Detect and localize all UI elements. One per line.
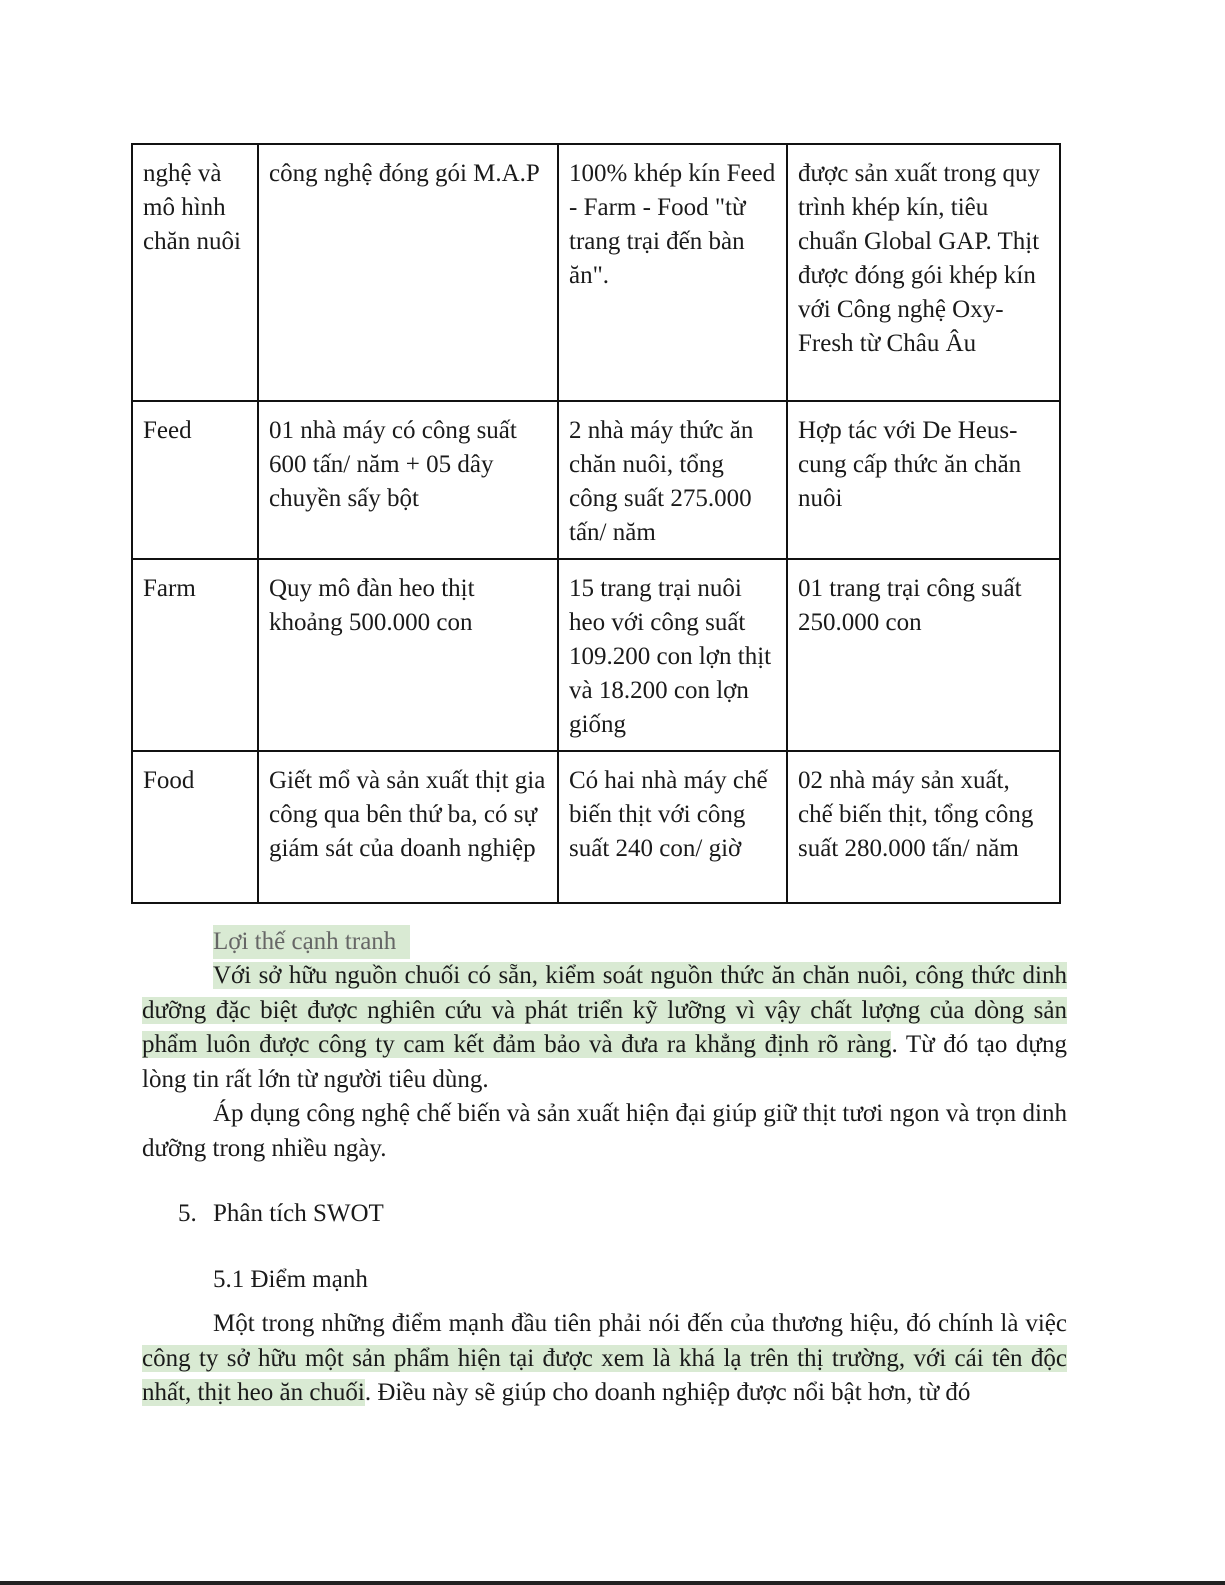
table-cell: Hợp tác với De Heus- cung cấp thức ăn chăn nuôi bbox=[787, 401, 1060, 559]
section-heading bbox=[178, 1197, 384, 1231]
subsection-heading: 5.1 Điểm mạnh bbox=[213, 1266, 368, 1293]
section-title: Phân tích SWOT bbox=[213, 1200, 384, 1227]
table-cell: 02 nhà máy sản xuất, chế biến thịt, tổng công suất 280.000 tấn/ năm bbox=[787, 751, 1060, 903]
table-cell: công nghệ đóng gói M.A.P bbox=[258, 144, 558, 401]
page-bottom-border bbox=[0, 1581, 1225, 1585]
table-cell: 15 trang trại nuôi heo với công suất 109.200 con lợn thịt và 18.200 con lợn giống bbox=[558, 559, 787, 751]
table-cell: Food bbox=[132, 751, 258, 903]
table-cell: 2 nhà máy thức ăn chăn nuôi, tổng công suất 275.000 tấn/ năm bbox=[558, 401, 787, 559]
table-cell: Giết mổ và sản xuất thịt gia công qua bên thứ ba, có sự giám sát của doanh nghiệp bbox=[258, 751, 558, 903]
highlighted-text: Với sở hữu nguồn chuối có sẵn, kiểm soát nguồn thức ăn chăn nuôi, công thức dinh dưỡng đặc biệt được nghiên cứu và phát triển kỹ lưỡng vì vậy chất lượng của dòng sản phẩm luôn được công ty cam kết đảm bảo và đưa ra khẳng định rõ ràng bbox=[142, 962, 1067, 1058]
paragraph-text: Áp dụng công nghệ chế biến và sản xuất hiện đại giúp giữ thịt tươi ngon và trọn dinh dưỡng trong nhiều ngày. bbox=[142, 1100, 1067, 1162]
table-cell: Quy mô đàn heo thịt khoảng 500.000 con bbox=[258, 559, 558, 751]
table-cell: 100% khép kín Feed - Farm - Food "từ trang trại đến bàn ăn". bbox=[558, 144, 787, 401]
advantage-paragraph-2 bbox=[142, 1097, 1067, 1166]
table-cell: 01 trang trại công suất 250.000 con bbox=[787, 559, 1060, 751]
advantage-paragraph-1 bbox=[142, 959, 1067, 1097]
table-cell: 01 nhà máy có công suất 600 tấn/ năm + 05 dây chuyền sấy bột bbox=[258, 401, 558, 559]
table-row bbox=[132, 559, 1060, 751]
paragraph-text: Một trong những điểm mạnh đầu tiên phải nói đến của thương hiệu, đó chính là việc bbox=[213, 1310, 1067, 1337]
table-cell: Có hai nhà máy chế biến thịt với công suất 240 con/ giờ bbox=[558, 751, 787, 903]
table-cell: Farm bbox=[132, 559, 258, 751]
table-row bbox=[132, 401, 1060, 559]
highlighted-text: công ty sở hữu một sản phẩm hiện tại được xem là khá lạ trên thị trường, với cái tên độc nhất, thịt heo ăn chuối bbox=[142, 1344, 1067, 1406]
table-cell: nghệ và mô hình chăn nuôi bbox=[132, 144, 258, 401]
table-cell: được sản xuất trong quy trình khép kín, tiêu chuẩn Global GAP. Thịt được đóng gói khép kín với Công nghệ Oxy-Fresh từ Châu Âu bbox=[787, 144, 1060, 401]
comparison-table bbox=[131, 143, 1061, 904]
strength-paragraph bbox=[142, 1307, 1067, 1411]
section-number: 5. bbox=[178, 1200, 197, 1227]
paragraph-text: . Từ đó tạo dựng lòng tin rất lớn từ người tiêu dùng. bbox=[142, 1031, 1067, 1093]
paragraph-text: . Điều này sẽ giúp cho doanh nghiệp được nổi bật hơn, từ đó bbox=[364, 1379, 971, 1406]
table-row bbox=[132, 144, 1060, 401]
advantage-heading: Lợi thế cạnh tranh bbox=[213, 925, 410, 959]
table-row bbox=[132, 751, 1060, 903]
table-cell: Feed bbox=[132, 401, 258, 559]
